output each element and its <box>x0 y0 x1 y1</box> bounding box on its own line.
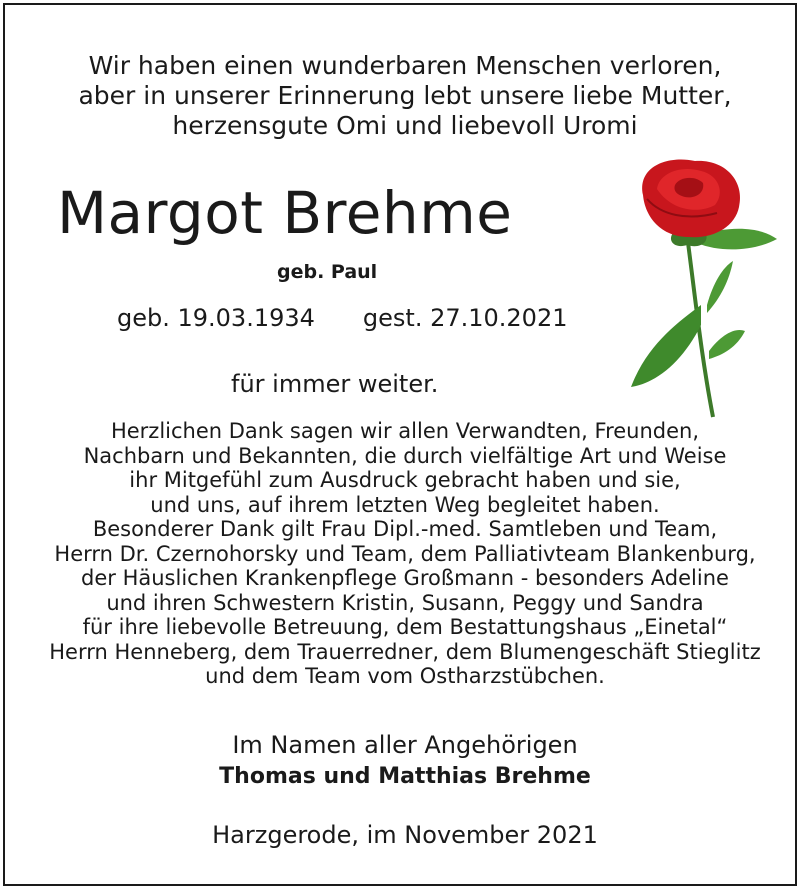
obituary-notice <box>3 3 797 886</box>
thanks-text <box>5 419 800 689</box>
closing-line: Im Namen aller Angehörigen <box>232 731 578 759</box>
intro-line: aber in unserer Erinnerung lebt unsere liebe Mutter, <box>78 81 732 110</box>
maiden-name: geb. Paul <box>277 261 378 283</box>
deceased-name: Margot Brehme <box>57 179 513 247</box>
signers: Thomas und Matthias Brehme <box>219 764 591 789</box>
thanks-line: und ihren Schwestern Kristin, Susann, Peggy und Sandra <box>106 590 704 615</box>
closing-block <box>5 729 800 793</box>
thanks-line: Nachbarn und Bekannten, die durch vielfältige Art und Weise <box>83 443 727 468</box>
thanks-line: und uns, auf ihrem letzten Weg begleitet haben. <box>150 492 660 517</box>
place-date: Harzgerode, im November 2021 <box>212 821 598 849</box>
thanks-line: Herrn Henneberg, dem Trauerredner, dem Blumengeschäft Stieglitz <box>49 639 761 664</box>
intro-line: Wir haben einen wunderbaren Menschen verloren, <box>88 51 722 80</box>
thanks-line: Herrn Dr. Czernohorsky und Team, dem Palliativteam Blankenburg, <box>54 541 756 566</box>
farewell-line: für immer weiter. <box>231 370 439 398</box>
thanks-line: der Häuslichen Krankenpflege Großmann - besonders Adeline <box>81 566 729 590</box>
death-date: gest. 27.10.2021 <box>362 304 568 332</box>
red-rose-icon <box>617 155 787 425</box>
thanks-line: und dem Team vom Ostharzstübchen. <box>205 664 605 688</box>
intro-text <box>5 51 800 141</box>
thanks-line: Besonderer Dank gilt Frau Dipl.-med. Samtleben und Team, <box>92 517 718 541</box>
thanks-line: Herzlichen Dank sagen wir allen Verwandten, Freunden, <box>110 419 700 443</box>
birth-date: geb. 19.03.1934 <box>117 304 315 332</box>
intro-line: herzensgute Omi und liebevoll Uromi <box>172 111 638 140</box>
thanks-line: ihr Mitgefühl zum Ausdruck gebracht haben und sie, <box>129 468 681 492</box>
life-dates <box>117 302 568 334</box>
thanks-line: für ihre liebevolle Betreuung, dem Bestattungshaus „Einetal“ <box>82 615 728 639</box>
